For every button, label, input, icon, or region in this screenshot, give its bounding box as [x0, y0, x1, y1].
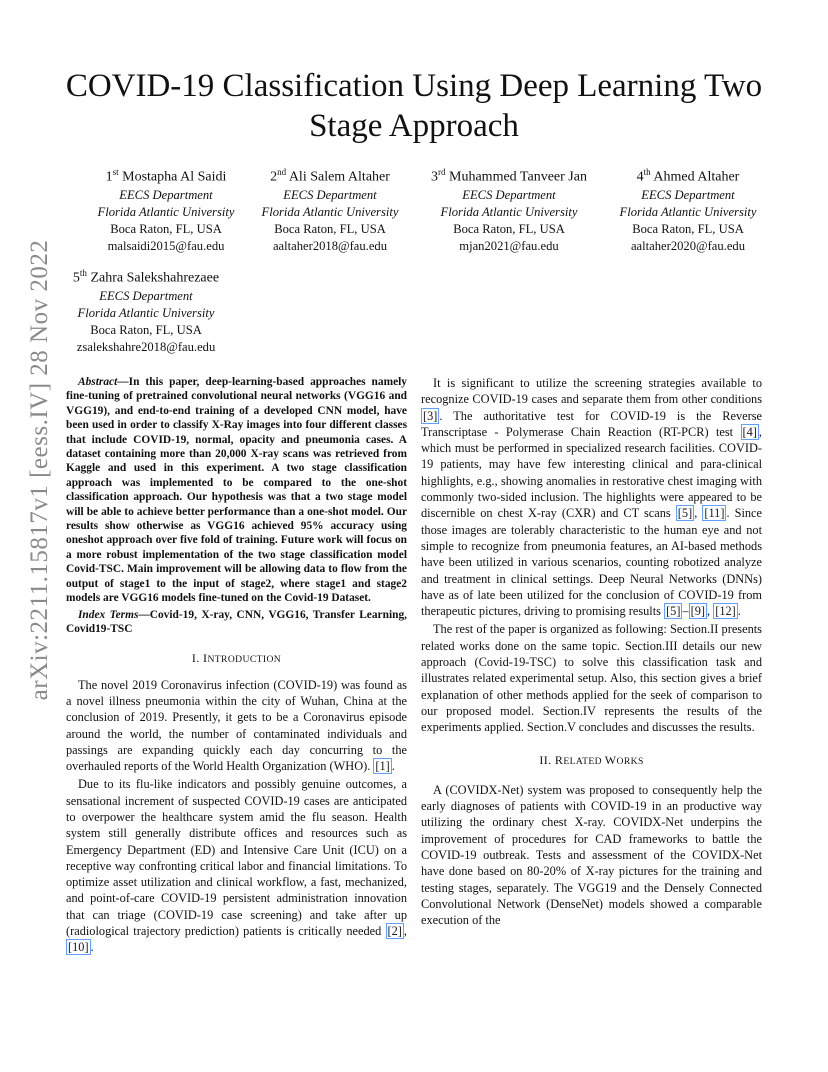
- citation-link[interactable]: [5]: [666, 604, 681, 619]
- author-university: Florida Atlantic University: [619, 204, 757, 219]
- author-name: 5th Zahra Salekshahrezaee: [72, 268, 220, 286]
- arxiv-stamp: arXiv:2211.15817v1 [eess.IV] 28 Nov 2022: [26, 239, 53, 701]
- citation-link[interactable]: [1]: [375, 759, 390, 774]
- author-location: Boca Raton, FL, USA: [274, 221, 386, 236]
- author-location: Boca Raton, FL, USA: [90, 322, 202, 337]
- author-block: [600, 163, 776, 255]
- author-name: 3rd Muhammed Tanveer Jan: [431, 167, 587, 185]
- author-department: EECS Department: [641, 187, 735, 202]
- body-paragraph: The rest of the paper is organized as following: Section.II presents related works done on the same topic. Section.III details our new approach (Covid-19-TSC) to solve this classification task and illustrates related experimental setup. Also, this section gives a brief explanation of other methods applied for the seek of comparison to our proposed model. Section.IV represents the results of the experiments applied. Section.V concludes and discusses the results.: [421, 622, 762, 735]
- abstract-text: —In this paper, deep-learning-based approaches namely fine-tuning of pretrained convolutional neural networks (VGG16 and VGG19), and end-to-end training of a developed CNN model, have been used in order to classify X-Ray images into four different classes that include COVID-19, normal, opacity and pneumonia cases. A dataset containing more than 20,000 X-ray scans was retrieved from Kaggle and used in this experiment. A two stage classification approach was implemented to be compared to the one-shot classification approach. Our hypothesis was that a two stage model will be able to achieve better performance than a one-shot model. Our results show otherwise as VGG16 achieved 95% accuracy using oneshot approach over five fold of training. Future work will focus on a more robust implementation of the two stage classification model Covid-TSC. Main improvement will be allowing data to flow from the output of stage1 to the input of stage2, where stage1 and stage2 models are VGG16 models fine-tuned on the Covid-19 Dataset.: [66, 376, 407, 605]
- author-department: EECS Department: [462, 187, 556, 202]
- author-email[interactable]: malsaidi2015@fau.edu: [107, 238, 225, 253]
- intro-paragraph: The novel 2019 Coronavirus infection (COVID-19) was found as a novel illness pneumonia within the city of Wuhan, China at the conclusion of 2019. Presently, it gets to be a Coronavirus episode around the world, the number of contaminated individuals and passings are expanding quickly each day concurring to the overhauled reports of the World Health Organization (WHO). [1] .: [66, 677, 407, 774]
- body-paragraph: It is significant to utilize the screening strategies available to recognize COVID-19 cases and separate them from other conditions [3] . The authoritative test for COVID-19 is the Reverse Transcriptase - Polymerase Chain Reaction (RT-PCR) test [4] , which must be performed in specialized research facilities. COVID-19 patients, may have few interesting clinical and para-clinical highlights, e.g., showing anomalies in restorative chest imaging with commonly two-sided inclusion. The highlights were appeared to be discernible on chest X-ray (CXR) and CT scans [5] , [11] . Since those images are tolerably characteristic to the human eye and not simple to recognize from pneumonia features, an AI-based methods have been utilized in various scenarios, counting robotized analyze and treatment in clinical settings. Deep Neural Networks (DNNs) have as of late been utilized for the conclusion of COVID-19 from therapeutic pictures, driving to promising results [5] – [9] , [12] .: [421, 376, 762, 619]
- author-location: Boca Raton, FL, USA: [110, 221, 222, 236]
- author-location: Boca Raton, FL, USA: [632, 221, 744, 236]
- author-university: Florida Atlantic University: [440, 204, 578, 219]
- author-department: EECS Department: [99, 288, 193, 303]
- right-column: [421, 375, 762, 929]
- citation-link[interactable]: [3]: [423, 408, 438, 423]
- title-line-1: COVID-19 Classification Using Deep Learning Two: [65, 68, 763, 104]
- author-email[interactable]: mjan2021@fau.edu: [459, 238, 559, 253]
- author-location: Boca Raton, FL, USA: [453, 221, 565, 236]
- index-terms-text: —Covid-19, X-ray, CNN, VGG16, Transfer Learning, Covid19-TSC: [66, 608, 407, 635]
- author-department: EECS Department: [283, 187, 377, 202]
- author-email[interactable]: aaltaher2020@fau.edu: [630, 238, 746, 253]
- index-terms: [66, 608, 407, 637]
- author-block: [416, 163, 602, 255]
- intro-paragraph: Due to its flu-like indicators and possibly genuine outcomes, a sensational increment of suspected COVID-19 cases are anticipated to overpower the healthcare system amid the flu season. Health system still generally distribute offices and resources such as Emergency Department (ED) and Intensive Care Unit (ICU) on a receptive way confronting critical labor and financial limitations. To optimize asset utilization and clinical workflow, a fast, mechanized, and point-of-care COVID-19 persistent administration innovation that can triage (COVID-19 case screening) and take after up (radiological trajectory prediction) patients is critically needed [2] , [10] .: [66, 777, 407, 955]
- citation-link[interactable]: [12]: [715, 604, 736, 619]
- author-block: [78, 163, 254, 255]
- citation-link[interactable]: [4]: [742, 424, 757, 439]
- title-line-2: Stage Approach: [309, 108, 519, 144]
- citation-link[interactable]: [10]: [68, 940, 89, 955]
- author-email[interactable]: aaltaher2018@fau.edu: [272, 238, 388, 253]
- abstract: [66, 375, 407, 606]
- abstract-label: Abstract: [78, 376, 118, 388]
- section-heading-related-works: II. RELATED WORKS: [539, 752, 644, 767]
- author-university: Florida Atlantic University: [261, 204, 399, 219]
- left-column: [66, 375, 407, 956]
- citation-link[interactable]: [2]: [387, 924, 402, 939]
- index-terms-label: Index Terms: [78, 608, 139, 621]
- citation-link[interactable]: [11]: [704, 506, 725, 521]
- author-name: 4th Ahmed Altaher: [636, 167, 740, 185]
- related-paragraph: A (COVIDX-Net) system was proposed to consequently help the early diagnoses of patients with COVID-19 in an productive way utilizing the ordinary chest X-ray. COVIDX-Net underpins the improvement of procedures for CAD frameworks to battle the COVID-19 outbreak. Tests and assessment of the COVIDX-Net have done based on 80-20% of X-ray pictures for the training and testing stages, separately. The VGG19 and the Densely Connected Convolutional Network (DenseNet) models showed a comparable execution of the: [421, 782, 762, 928]
- author-name: 2nd Ali Salem Altaher: [270, 167, 390, 185]
- author-department: EECS Department: [119, 187, 213, 202]
- author-block: [58, 264, 234, 356]
- citation-link[interactable]: [9]: [690, 604, 706, 619]
- author-block: [242, 163, 418, 255]
- author-university: Florida Atlantic University: [97, 204, 235, 219]
- paper-title: [40, 66, 788, 146]
- author-name: 1st Mostapha Al Saidi: [105, 167, 227, 185]
- section-heading-introduction: I. INTRODUCTION: [191, 651, 282, 666]
- author-email[interactable]: zsalekshahre2018@fau.edu: [76, 339, 216, 354]
- citation-link[interactable]: [5]: [677, 506, 693, 521]
- author-university: Florida Atlantic University: [77, 305, 215, 320]
